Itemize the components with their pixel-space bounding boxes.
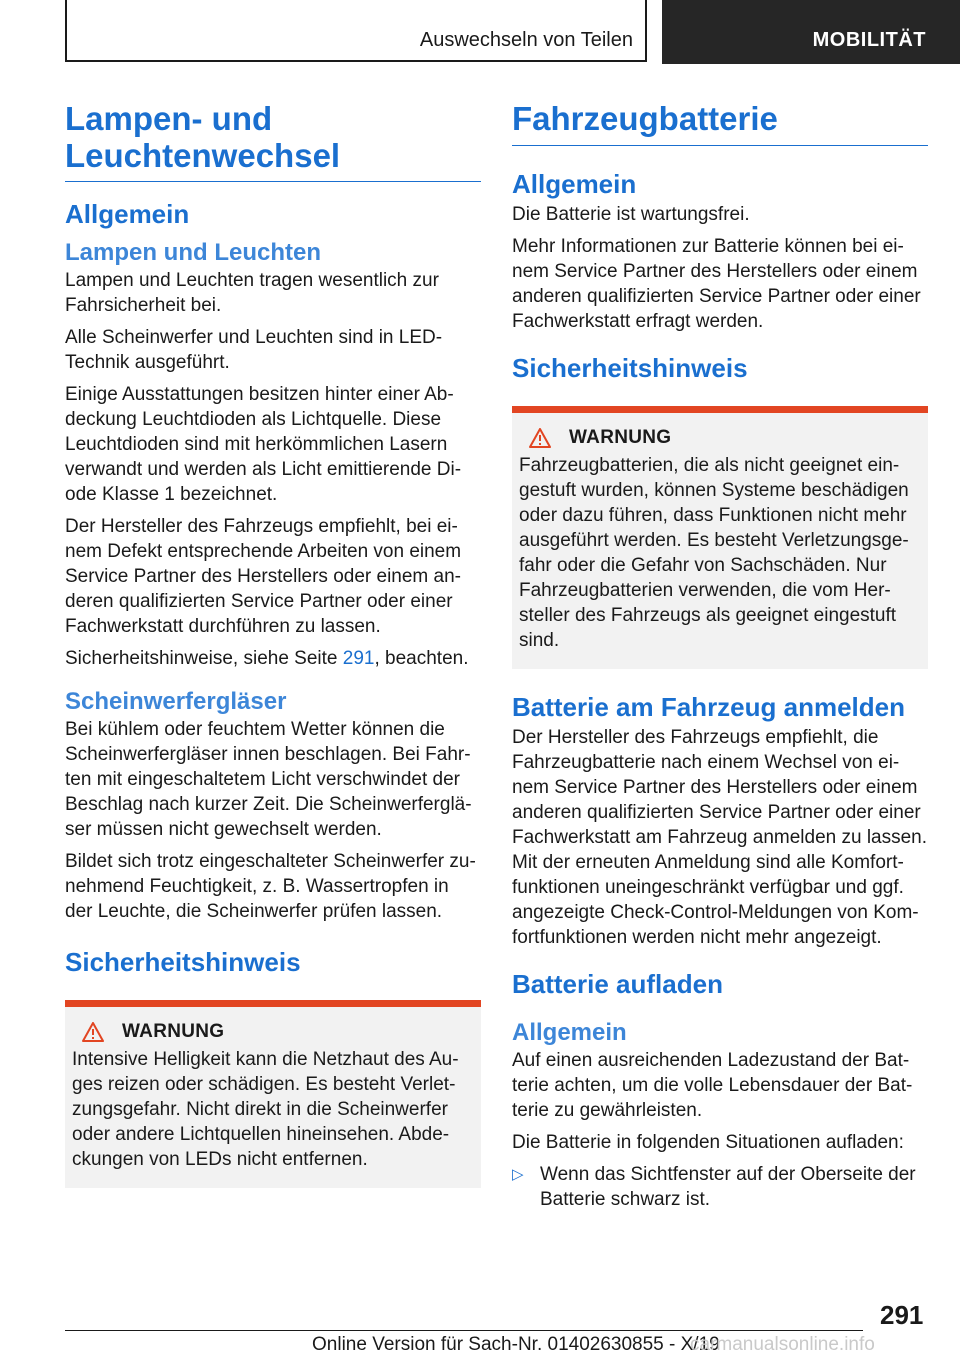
paragraph: Die Batterie ist wartungsfrei. — [512, 204, 750, 225]
section-title: Auswechseln von Teilen — [419, 29, 633, 51]
paragraph: Auf einen ausreichenden Ladezustand der Bat-terie achten, um die volle Lebensdauer der Bat-terie zu gewährleisten. — [512, 1050, 913, 1121]
footer-online-version: Online Version für Sach-Nr. 01402630855 - X/19 — [312, 1334, 720, 1355]
warning-text: Intensive Helligkeit kann die Netzhaut des Au-ges reizen oder schädigen. Es besteht Verlet-zungsgefahr. Nicht direkt in die Scheinwerfer oder andere Lichtquellen hineinsehen. Abde-ckungen von LEDs nicht entfernen. — [72, 1049, 459, 1170]
chapter-heading-fahrzeugbatterie: Fahrzeugbatterie — [512, 100, 928, 146]
list-item-text: Wenn das Sichtfenster auf der Oberseite der Batterie schwarz ist. — [540, 1164, 916, 1210]
paragraph: Die Batterie in folgenden Situationen aufladen: — [512, 1132, 904, 1153]
warning-title — [72, 1021, 474, 1043]
list-item — [512, 1162, 928, 1212]
paragraph: Alle Scheinwerfer und Leuchten sind in LED-Technik ausgeführt. — [65, 327, 443, 373]
paragraph: Einige Ausstattungen besitzen hinter einer Ab-deckung Leuchtdioden als Lichtquelle. Diese Leuchtdioden sind mit herkömmlichen Lasern verwandt und werden als Licht emittierende Di-ode Klasse 1 bezeichnet. — [65, 384, 462, 505]
page-link[interactable]: 291 — [342, 648, 375, 669]
warning-title — [519, 427, 921, 449]
heading-line-2: Leuchtenwechsel — [65, 137, 341, 174]
text: Sicherheitshinweise, siehe Seite — [65, 648, 343, 669]
text: , beachten. — [374, 648, 469, 669]
warning-label: WARNUNG — [122, 1021, 225, 1042]
warning-label: WARNUNG — [569, 427, 672, 448]
paragraph-page-reference — [65, 646, 481, 671]
page-number: 291 — [880, 1300, 924, 1330]
bullet-triangle-icon: ▷ — [512, 1166, 524, 1183]
footer-divider — [65, 1330, 863, 1331]
warning-triangle-icon — [82, 1022, 104, 1042]
running-header-section — [65, 0, 647, 62]
warning-text: Fahrzeugbatterien, die als nicht geeignet ein-gestuft wurden, können Systeme beschädigen oder dazu führen, dass Funktionen nicht mehr ausgeführt werden. Es besteht Verletzungsge-fahr oder die Gefahr von Sachschäden. Nur Fahrzeugbatterien verwenden, die vom Her-steller des Fahrzeugs als geeignet eingestuft sind. — [519, 455, 909, 651]
heading-allgemein: Allgemein — [65, 199, 190, 229]
warning-triangle-icon — [529, 428, 551, 448]
heading-sicherheitshinweis: Sicherheitshinweis — [65, 947, 301, 977]
watermark: carmanualsonline.info — [690, 1334, 875, 1355]
chapter-heading-lampen — [65, 100, 481, 182]
heading-lampen-und-leuchten: Lampen und Leuchten — [65, 239, 322, 266]
paragraph: Mehr Informationen zur Batterie können bei ei-nem Service Partner des Herstellers oder einem anderen qualifizierten Service Partner oder einer Fachwerkstatt erfragt werden. — [512, 236, 921, 332]
paragraph: Der Hersteller des Fahrzeugs empfiehlt, bei ei-nem Defekt entsprechende Arbeiten von einem Service Partner des Herstellers oder einem an-deren qualifizierten Service Partner oder einer Fachwerkstatt durchführen zu lassen. — [65, 516, 462, 637]
right-column — [512, 100, 928, 1212]
heading-sicherheitshinweis: Sicherheitshinweis — [512, 353, 748, 383]
paragraph: Der Hersteller des Fahrzeugs empfiehlt, die Fahrzeugbatterie nach einem Wechsel von ei-nem Service Partner des Herstellers oder einem anderen qualifizierten Service Partner oder einer Fachwerkstatt am Fahrzeug anmelden zu lassen. Mit der erneuten Anmeldung sind alle Komfort-funktionen uneingeschränkt verfügbar und ggf. angezeigte Check-Control-Meldungen von Kom-fortfunktionen werden nicht mehr angezeigt. — [512, 727, 928, 948]
paragraph: Bei kühlem oder feuchtem Wetter können die Scheinwerfergläser innen beschlagen. Bei Fahr-ten mit eingeschaltetem Licht verschwindet der Beschlag nach kurzer Zeit. Die Scheinwerferglä-ser müssen nicht gewechselt werden. — [65, 719, 472, 840]
heading-allgemein: Allgemein — [512, 169, 637, 199]
paragraph: Bildet sich trotz eingeschalteter Scheinwerfer zu-nehmend Feuchtigkeit, z. B. Wassertropfen in der Leuchte, die Scheinwerfer prüfen lassen. — [65, 851, 476, 922]
chapter-title: MOBILITÄT — [812, 29, 926, 51]
warning-box — [65, 1000, 481, 1188]
heading-scheinwerferglaeser: Scheinwerfergläser — [65, 688, 287, 715]
heading-batterie-anmelden: Batterie am Fahrzeug anmelden — [512, 692, 905, 722]
heading-allgemein-sub: Allgemein — [512, 1019, 627, 1046]
heading-line-1: Lampen- und — [65, 100, 273, 137]
heading-batterie-aufladen: Batterie aufladen — [512, 969, 723, 999]
warning-box — [512, 406, 928, 669]
paragraph: Lampen und Leuchten tragen wesentlich zur Fahrsicherheit bei. — [65, 270, 439, 316]
left-column — [65, 100, 481, 1202]
running-header-chapter — [662, 0, 960, 64]
